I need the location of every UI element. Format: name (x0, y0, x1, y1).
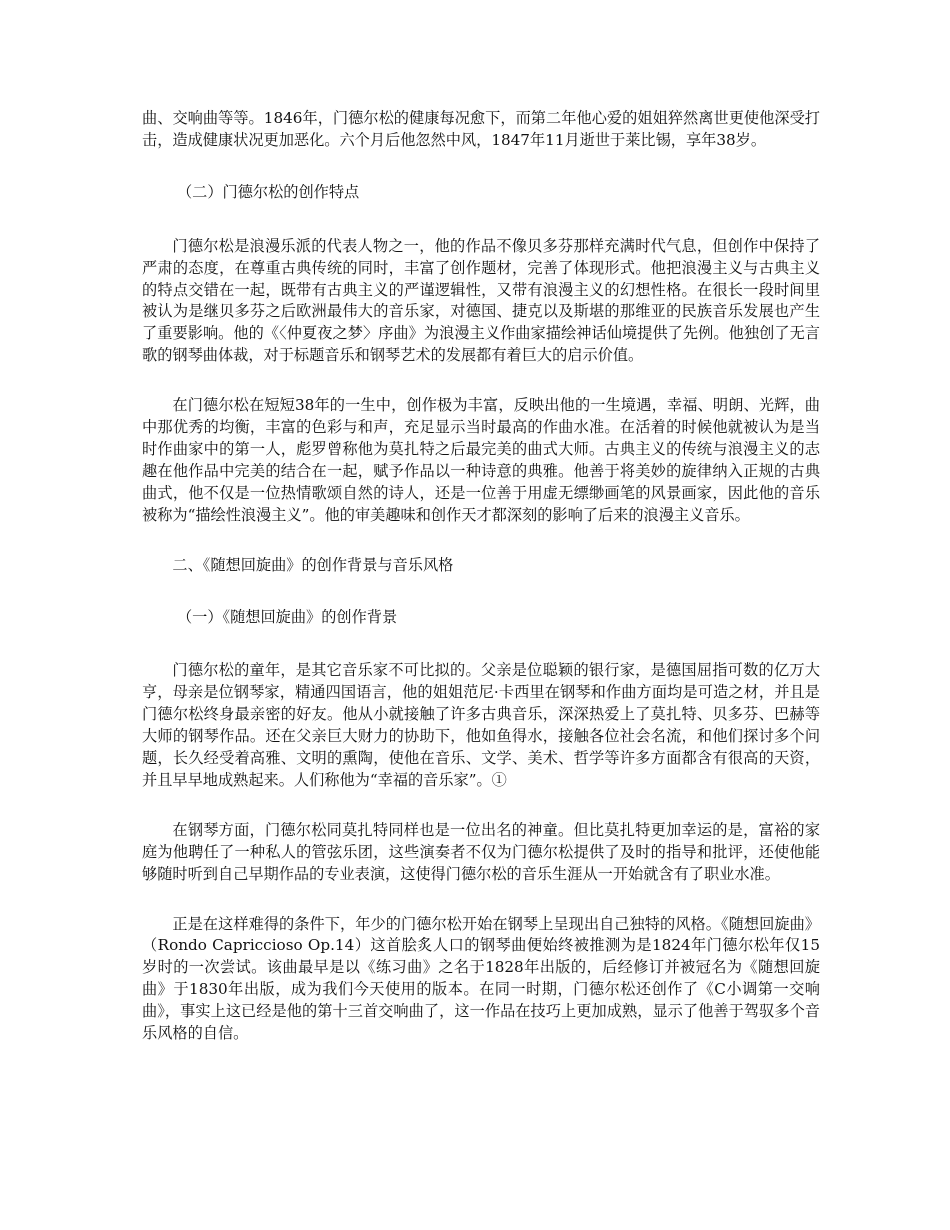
paragraph-childhood: 门德尔松的童年，是其它音乐家不可比拟的。父亲是位聪颖的银行家，是德国屈指可数的亿万大亨，母亲是位钢琴家，精通四国语言，他的姐姐范尼·卡西里在钢琴和作曲方面均是可造之材，并且是门德尔松终身最亲密的好友。他从小就接触了许多古典音乐，深深热爱上了莫扎特、贝多芬、巴赫等大师的钢琴作品。还在父亲巨大财力的协助下，他如鱼得水，接触各位社会名流，和他们探讨多个问题，长久经受着高雅、文明的熏陶，使他在音乐、文学、美术、哲学等许多方面都含有很高的天资，并且早早地成熟起来。人们称他为“幸福的音乐家”。① (142, 661, 820, 789)
paragraph-romantic-school: 门德尔松是浪漫乐派的代表人物之一，他的作品不像贝多芬那样充满时代气息，但创作中保持了严肃的态度，在尊重古典传统的同时，丰富了创作题材，完善了体现形式。他把浪漫主义与古典主义的特点交错在一起，既带有古典主义的严谨逻辑性，又带有浪漫主义的幻想性格。在很长一段时间里被认为是继贝多芬之后欧洲最伟大的音乐家，对德国、捷克以及斯堪的那维亚的民族音乐发展也产生了重要影响。他的《〈仲夏夜之梦〉序曲》为浪漫主义作曲家描绘神话仙境提供了先例。他独创了无言歌的钢琴曲体裁，对于标题音乐和钢琴艺术的发展都有着巨大的启示价值。 (142, 236, 820, 365)
paragraph-rondo-capriccioso: 正是在这样难得的条件下，年少的门德尔松开始在钢琴上呈现出自己独特的风格。《随想回旋曲》（Rondo Capriccioso Op.14）这首脍炙人口的钢琴曲便始终被推测为是1824年门德尔松年仅15岁时的一次尝试。该曲最早是以《练习曲》之名于1828年出版的，后经修订并被冠名为《随想回旋曲》于1830年出版，成为我们今天使用的版本。在同一时期，门德尔松还创作了《C小调第一交响曲》，事实上这已经是他的第十三首交响曲了，这一作品在技巧上更加成熟，显示了他善于驾驭多个音乐风格的自信。 (142, 914, 820, 1043)
section-heading-creative-features: （二）门德尔松的创作特点 (176, 182, 360, 201)
section-heading-rondo-background-style: 二、《随想回旋曲》的创作背景与音乐风格 (172, 555, 454, 574)
paragraph-continuation: 曲、交响曲等等。1846年，门德尔松的健康每况愈下，而第二年他心爱的姐姐猝然离世更使他深受打击，造成健康状况更加恶化。六个月后他忽然中风，1847年11月逝世于莱比锡，享年38岁。 (142, 109, 820, 149)
section-heading-rondo-background: （一）《随想回旋曲》的创作背景 (176, 607, 398, 626)
paragraph-38-years: 在门德尔松在短短38年的一生中，创作极为丰富，反映出他的一生境遇，幸福、明朗、光辉，曲中那优秀的均衡，丰富的色彩与和声，充足显示当时最高的作曲水准。在活着的时候他就被认为是当时作曲家中的第一人，彪罗曾称他为莫扎特之后最完美的曲式大师。古典主义的传统与浪漫主义的志趣在他作品中完美的结合在一起，赋予作品以一种诗意的典雅。他善于将美妙的旋律纳入正规的古典曲式，他不仅是一位热情歌颂自然的诗人，还是一位善于用虚无缥缈画笔的风景画家，因此他的音乐被称为“描绘性浪漫主义”。他的审美趣味和创作天才都深刻的影响了后来的浪漫主义音乐。 (142, 396, 820, 524)
body-text (142, 108, 820, 1045)
paragraph-piano-prodigy: 在钢琴方面，门德尔松同莫扎特同样也是一位出名的神童。但比莫扎特更加幸运的是，富裕的家庭为他聘任了一种私人的管弦乐团，这些演奏者不仅为门德尔松提供了及时的指导和批评，还使他能够随时听到自己早期作品的专业表演，这使得门德尔松的音乐生涯从一开始就含有了职业水准。 (142, 820, 820, 883)
